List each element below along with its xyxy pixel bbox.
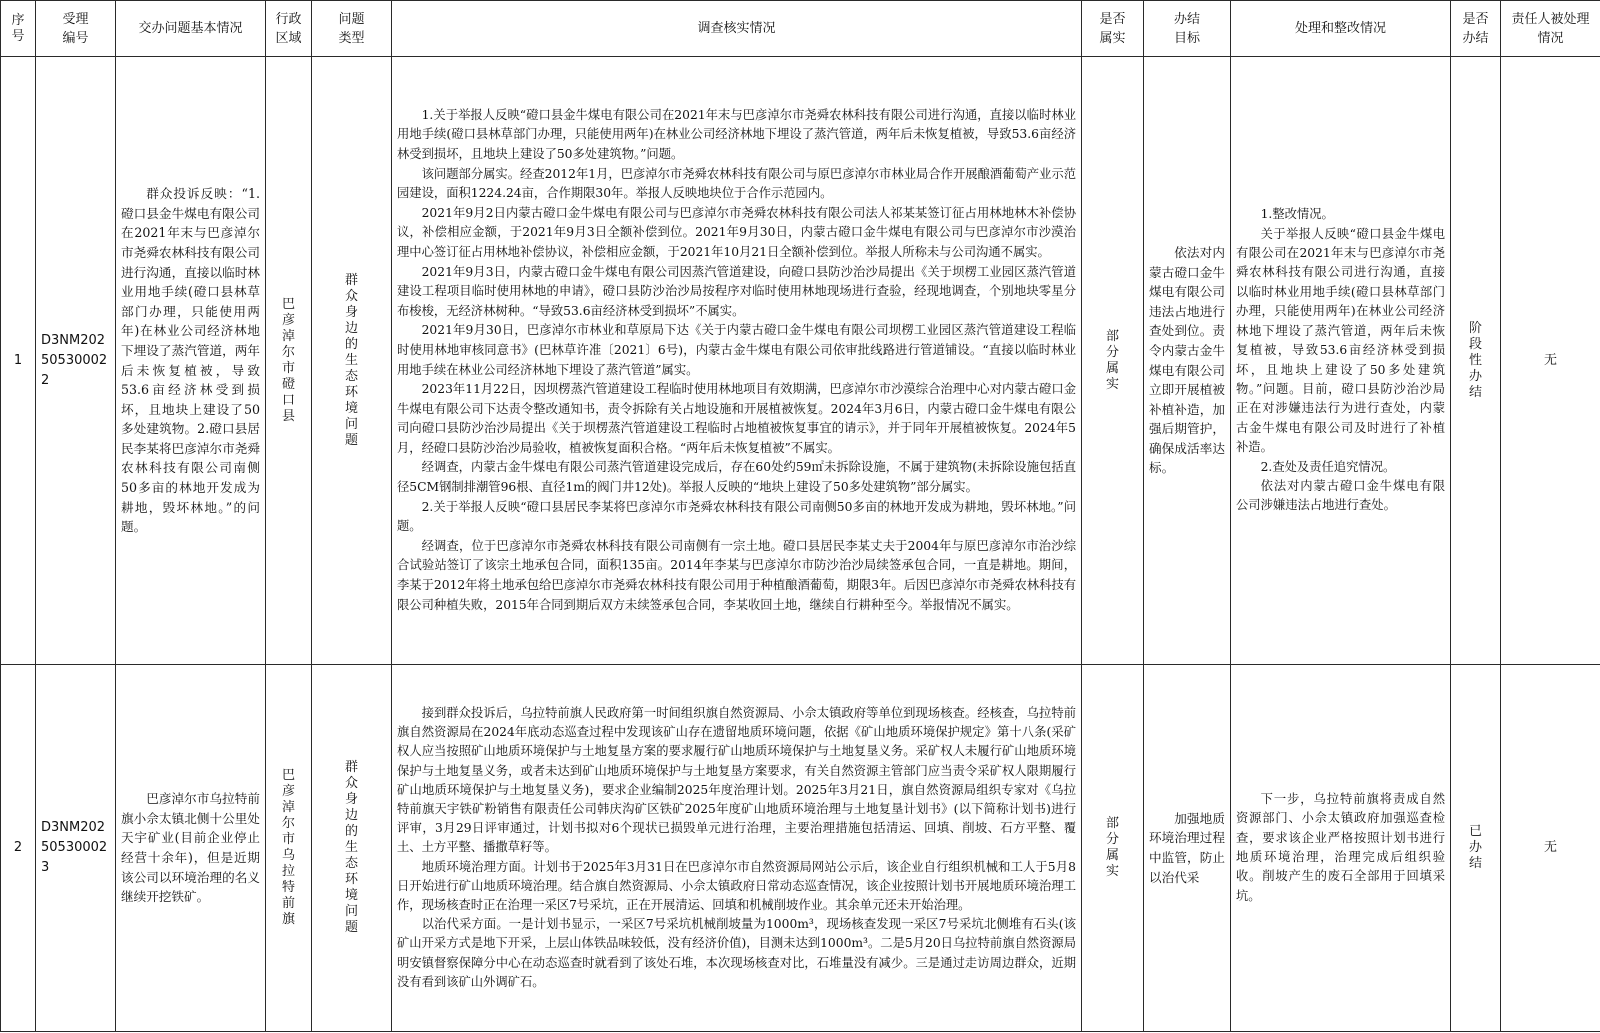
row-goal: 依法对内蒙古磴口金牛煤电有限公司违法占地进行查处到位。责令内蒙古金牛煤电有限公司立即开展植被补植补造，加强后期管护，确保成活率达标。	[1144, 57, 1231, 665]
row-verified: 部分属实	[1082, 665, 1144, 1032]
investigation-paragraph: 1.关于举报人反映“磴口县金牛煤电有限公司在2021年末与巴彦淖尔市尧舜农林科技有限公司进行沟通，直接以临时林业用地手续(磴口县林草部门办理，只能使用两年)在林业公司经济林地下埋设了蒸汽管道，两年后未恢复植被，导致53.6亩经济林受到损坏，且地块上建设了50多处建筑物。”问题。	[397, 107, 1076, 161]
row-closed: 阶段性办结	[1451, 57, 1501, 665]
row-region: 巴彦淖尔市乌拉特前旗	[266, 665, 312, 1032]
header-responsible: 责任人被处理情况	[1501, 1, 1600, 57]
row-closed: 已办结	[1451, 665, 1501, 1032]
handling-paragraph: 关于举报人反映“磴口县金牛煤电有限公司在2021年末与巴彦淖尔市尧舜农林科技有限公司进行沟通，直接以临时林业用地手续(磴口县林草部门办理，只能使用两年)在林业公司经济林地下埋设了蒸汽管道，两年后未恢复植被，导致53.6亩经济林受到损坏，且地块上建设了50多处建筑物。”问题。目前，磴口县防沙治沙局正在对涉嫌违法行为进行查处，内蒙古金牛煤电有限公司及时进行了补植补造。	[1236, 226, 1445, 455]
header-row	[1, 1, 1600, 57]
row-problem: 群众投诉反映：“1.磴口县金牛煤电有限公司在2021年末与巴彦淖尔市尧舜农林科技有限公司进行沟通，直接以临时林业用地手续(磴口县林草部门办理，只能使用两年)在林业公司经济林地下埋设了蒸汽管道，两年后未恢复植被，导致53.6亩经济林受到损坏，且地块上建设了50多处建筑物。2.磴口县居民李某将巴彦淖尔市尧舜农林科技有限公司南侧50多亩的林地开发成为耕地，毁坏林地。”的问题。	[116, 57, 266, 665]
row-type: 群众身边的生态环境问题	[312, 57, 392, 665]
row-type: 群众身边的生态环境问题	[312, 665, 392, 1032]
header-seq: 序号	[1, 1, 36, 57]
table-row	[1, 665, 1600, 1032]
row-responsible: 无	[1501, 665, 1600, 1032]
handling-paragraph: 1.整改情况。	[1260, 207, 1334, 222]
investigation-paragraph: 2.关于举报人反映“磴口县居民李某将巴彦淖尔市尧舜农林科技有限公司南侧50多亩的林地开发成为耕地，毁坏林地。”问题。	[397, 499, 1076, 534]
investigation-paragraph: 2021年9月30日，巴彦淖尔市林业和草原局下达《关于内蒙古磴口金牛煤电有限公司坝楞工业园区蒸汽管道建设工程临时使用林地审核同意书》(巴林草许准〔2021〕6号)，内蒙古金牛煤电有限公司依审批线路进行管道铺设。“直接以临时林业用地手续在林业公司经济林地下埋设了蒸汽管道”属实。	[397, 323, 1076, 377]
investigation-paragraph: 地质环境治理方面。计划书于2025年3月31日在巴彦淖尔市自然资源局网站公示后，该企业自行组织机械和工人于5月8日开始进行矿山地质环境治理。结合旗自然资源局、小佘太镇政府日常动态巡查情况，该企业按照计划书开展地质环境治理工作，现场核查时正在治理一采区7号采坑，正在开展清运、回填和机械削坡作业。其余单元还未开始治理。	[397, 859, 1076, 912]
row-accept-no: D3NM202505300022	[36, 57, 116, 665]
header-problem: 交办问题基本情况	[116, 1, 266, 57]
investigation-paragraph: 2023年11月22日，因坝楞蒸汽管道建设工程临时使用林地项目有效期满，巴彦淖尔市沙漠综合治理中心对内蒙古磴口金牛煤电有限公司下达责令整改通知书，责令拆除有关占地设施和开展植被恢复。2024年3月6日，内蒙古磴口金牛煤电有限公司向磴口县防沙治沙局提出《关于坝楞蒸汽管道建设工程临时占地植被恢复事宜的请示》，并于同年开展植被恢复。2024年5月，经磴口县防沙治沙局验收，植被恢复面积合格。“两年后未恢复植被”不属实。	[397, 382, 1076, 455]
investigation-paragraph: 以治代采方面。一是计划书显示，一采区7号采坑机械削坡量为1000m³，现场核查发现一采区7号采坑北侧堆有石头(该矿山开采方式是地下开采，上层山体铁品味较低，没有经济价值)，目测未达到1000m³。二是5月20日乌拉特前旗自然资源局明安镇督察保障分中心在动态巡查时就看到了该处石堆，本次现场核查对比，石堆量没有减少。三是通过走访周边群众，近期没有看到该矿山外调矿石。	[397, 917, 1076, 989]
investigation-paragraph: 经调查，位于巴彦淖尔市尧舜农林科技有限公司南侧有一宗土地。磴口县居民李某丈夫于2004年与原巴彦淖尔市治沙综合试验站签订了该宗土地承包合同，面积135亩。2014年李某与巴彦淖尔市防沙治沙局续签承包合同，一直是耕地。期间，李某于2012年将土地承包给巴彦淖尔市尧舜农林科技有限公司用于种植酿酒葡萄，期限3年。后因巴彦淖尔市尧舜农林科技有限公司种植失败，2015年合同到期后双方未续签承包合同，李某收回土地，继续自行耕种至今。举报情况不属实。	[397, 538, 1076, 612]
header-investigation: 调查核实情况	[392, 1, 1082, 57]
header-verified: 是否属实	[1082, 1, 1144, 57]
header-region: 行政区域	[266, 1, 312, 57]
investigation-paragraph: 2021年9月3日，内蒙古磴口金牛煤电有限公司因蒸汽管道建设，向磴口县防沙治沙局提出《关于坝楞工业园区蒸汽管道建设工程项目临时使用林地的申请》，磴口县防沙治沙局按程序对临时使用林地现场进行查验，经现地调查，个别地块零星分布梭梭，无经济林树种。“导致53.6亩经济林受到损坏”不属实。	[397, 264, 1076, 318]
table-row	[1, 57, 1600, 665]
row-problem: 巴彦淖尔市乌拉特前旗小佘太镇北侧十公里处天宇矿业(目前企业停止经营十余年)，但是近期该公司以环境治理的名义继续开挖铁矿。	[116, 665, 266, 1032]
row-verified: 部分属实	[1082, 57, 1144, 665]
investigation-paragraph: 接到群众投诉后，乌拉特前旗人民政府第一时间组织旗自然资源局、小佘太镇政府等单位到现场核查。经核查，乌拉特前旗自然资源局在2024年底动态巡查过程中发现该矿山存在遗留地质环境问题，依据《矿山地质环境保护规定》第十八条(采矿权人应当按照矿山地质环境保护与土地复垦方案的要求履行矿山地质环境保护与土地复垦义务。采矿权人未履行矿山地质环境保护与土地复垦义务，或者未达到矿山地质环境保护与土地复垦方案要求，有关自然资源主管部门应当责令采矿权人限期履行矿山地质环境保护与土地复垦义务)，要求企业编制2025年度治理计划。2025年3月21日，旗自然资源局组织专家对《乌拉特前旗天宇铁矿粉销售有限责任公司韩庆沟矿区铁矿2025年度矿山地质环境治理与土地复垦计划书》(以下简称计划书)进行评审，3月29日评审通过，计划书拟对6个现状已损毁单元进行治理，主要治理措施包括清运、回填、削坡、石方平整、覆土、土方平整、播撒草籽等。	[397, 705, 1076, 855]
header-handling: 处理和整改情况	[1231, 1, 1451, 57]
row-accept-no: D3NM202505300023	[36, 665, 116, 1032]
handling-paragraph: 依法对内蒙古磴口金牛煤电有限公司涉嫌违法占地进行查处。	[1236, 478, 1445, 513]
handling-paragraph: 下一步，乌拉特前旗将责成自然资源部门、小佘太镇政府加强巡查检查，要求该企业严格按照计划书进行地质环境治理，治理完成后组织验收。削坡产生的废石全部用于回填采坑。	[1236, 791, 1445, 903]
row-investigation	[392, 665, 1082, 1032]
row-seq: 1	[1, 57, 36, 665]
header-accept-no: 受理编号	[36, 1, 116, 57]
row-responsible: 无	[1501, 57, 1600, 665]
investigation-paragraph: 经调查，内蒙古金牛煤电有限公司蒸汽管道建设完成后，存在60处约59㎡未拆除设施，不属于建筑物(未拆除设施包括直径5CM钢制排潮管96根、直径1m的阀门井12处)。举报人反映的“地块上建设了50多处建筑物”部分属实。	[397, 460, 1076, 495]
row-investigation	[392, 57, 1082, 665]
row-handling	[1231, 57, 1451, 665]
row-seq: 2	[1, 665, 36, 1032]
row-goal: 加强地质环境治理过程中监管，防止以治代采	[1144, 665, 1231, 1032]
investigation-paragraph: 该问题部分属实。经查2012年1月，巴彦淖尔市尧舜农林科技有限公司与原巴彦淖尔市林业局合作开展酿酒葡萄产业示范园建设，面积1224.24亩，合作期限30年。举报人反映地块位于合作示范园内。	[397, 166, 1076, 201]
header-closed: 是否办结	[1451, 1, 1501, 57]
investigation-paragraph: 2021年9月2日内蒙古磴口金牛煤电有限公司与巴彦淖尔市尧舜农林科技有限公司法人祁某某签订征占用林地林木补偿协议，补偿相应金额，于2021年9月3日全额补偿到位。2021年9月30日，内蒙古磴口金牛煤电有限公司与巴彦淖尔市沙漠治理中心签订征占用林地补偿协议，补偿相应金额，于2021年10月21日全额补偿到位。举报人所称未与公司沟通不属实。	[397, 205, 1076, 259]
header-goal: 办结目标	[1144, 1, 1231, 57]
row-region: 巴彦淖尔市磴口县	[266, 57, 312, 665]
handling-paragraph: 2.查处及责任追究情况。	[1260, 459, 1396, 474]
row-handling	[1231, 665, 1451, 1032]
header-type: 问题类型	[312, 1, 392, 57]
